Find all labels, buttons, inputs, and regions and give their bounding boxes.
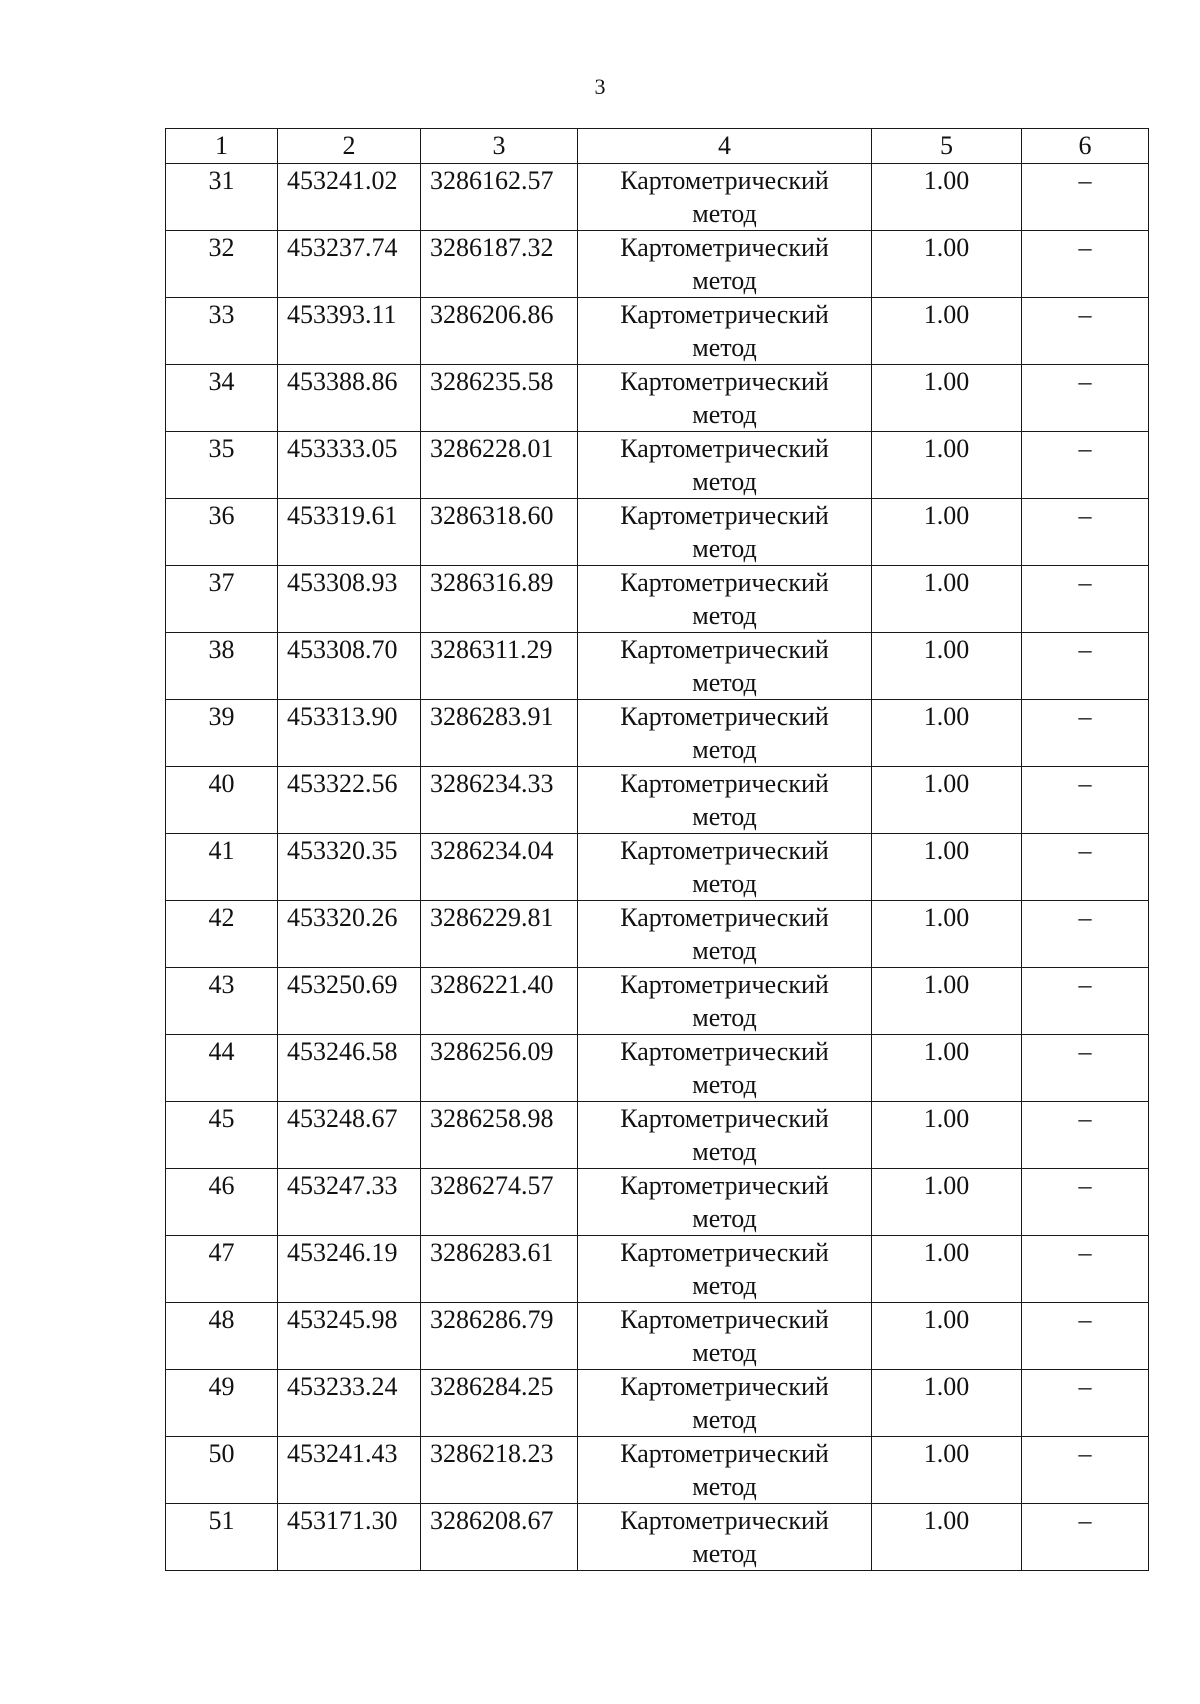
method-line-1: Картометрический: [620, 1506, 829, 1535]
note-cell: –: [1022, 231, 1149, 298]
method-line-2: метод: [692, 467, 757, 496]
y-coordinate-cell: 3286274.57: [421, 1169, 578, 1236]
method-line-2: метод: [692, 1338, 757, 1367]
x-coordinate-cell: 453245.98: [278, 1303, 421, 1370]
point-number-cell: 44: [166, 1035, 278, 1102]
accuracy-cell: 1.00: [872, 499, 1022, 566]
point-number-cell: 45: [166, 1102, 278, 1169]
method-line-2: метод: [692, 400, 757, 429]
y-coordinate-cell: 3286206.86: [421, 298, 578, 365]
accuracy-cell: 1.00: [872, 1303, 1022, 1370]
note-cell: –: [1022, 767, 1149, 834]
y-coordinate-cell: 3286218.23: [421, 1437, 578, 1504]
method-cell: [578, 1370, 872, 1437]
method-line-2: метод: [692, 601, 757, 630]
method-cell: [578, 1035, 872, 1102]
point-number-cell: 47: [166, 1236, 278, 1303]
method-cell: [578, 231, 872, 298]
note-cell: –: [1022, 633, 1149, 700]
y-coordinate-cell: 3286234.33: [421, 767, 578, 834]
header-cell-2: 2: [278, 129, 421, 164]
accuracy-cell: 1.00: [872, 1102, 1022, 1169]
method-line-1: Картометрический: [620, 1037, 829, 1066]
x-coordinate-cell: 453241.02: [278, 164, 421, 231]
y-coordinate-cell: 3286221.40: [421, 968, 578, 1035]
method-cell: [578, 834, 872, 901]
method-line-1: Картометрический: [620, 970, 829, 999]
method-line-2: метод: [692, 534, 757, 563]
x-coordinate-cell: 453308.70: [278, 633, 421, 700]
method-line-2: метод: [692, 199, 757, 228]
y-coordinate-cell: 3286187.32: [421, 231, 578, 298]
method-cell: [578, 499, 872, 566]
accuracy-cell: 1.00: [872, 365, 1022, 432]
y-coordinate-cell: 3286283.91: [421, 700, 578, 767]
y-coordinate-cell: 3286318.60: [421, 499, 578, 566]
point-number-cell: 43: [166, 968, 278, 1035]
method-cell: [578, 298, 872, 365]
method-line-1: Картометрический: [620, 769, 829, 798]
table-row: [166, 231, 1149, 298]
method-cell: [578, 1102, 872, 1169]
x-coordinate-cell: 453388.86: [278, 365, 421, 432]
table-row: [166, 1169, 1149, 1236]
note-cell: –: [1022, 365, 1149, 432]
method-line-1: Картометрический: [620, 568, 829, 597]
method-line-2: метод: [692, 1204, 757, 1233]
method-cell: [578, 1236, 872, 1303]
table-row: [166, 566, 1149, 633]
method-line-1: Картометрический: [620, 903, 829, 932]
table-row: [166, 499, 1149, 566]
table-row: [166, 834, 1149, 901]
method-line-1: Картометрический: [620, 434, 829, 463]
method-line-1: Картометрический: [620, 836, 829, 865]
method-cell: [578, 432, 872, 499]
method-cell: [578, 365, 872, 432]
method-line-1: Картометрический: [620, 1171, 829, 1200]
method-line-2: метод: [692, 1003, 757, 1032]
point-number-cell: 39: [166, 700, 278, 767]
x-coordinate-cell: 453333.05: [278, 432, 421, 499]
table-row: [166, 1303, 1149, 1370]
method-line-2: метод: [692, 1472, 757, 1501]
note-cell: –: [1022, 1035, 1149, 1102]
table-row: [166, 298, 1149, 365]
note-cell: –: [1022, 834, 1149, 901]
point-number-cell: 32: [166, 231, 278, 298]
method-line-2: метод: [692, 1271, 757, 1300]
point-number-cell: 51: [166, 1504, 278, 1571]
accuracy-cell: 1.00: [872, 968, 1022, 1035]
method-line-1: Картометрический: [620, 1305, 829, 1334]
point-number-cell: 42: [166, 901, 278, 968]
accuracy-cell: 1.00: [872, 566, 1022, 633]
header-cell-5: 5: [872, 129, 1022, 164]
y-coordinate-cell: 3286228.01: [421, 432, 578, 499]
table-row: [166, 767, 1149, 834]
method-line-1: Картометрический: [620, 1238, 829, 1267]
method-cell: [578, 1303, 872, 1370]
x-coordinate-cell: 453322.56: [278, 767, 421, 834]
method-line-1: Картометрический: [620, 300, 829, 329]
note-cell: –: [1022, 1437, 1149, 1504]
table-header-row: [166, 129, 1149, 164]
x-coordinate-cell: 453246.19: [278, 1236, 421, 1303]
point-number-cell: 36: [166, 499, 278, 566]
page-number: 3: [594, 74, 606, 99]
x-coordinate-cell: 453171.30: [278, 1504, 421, 1571]
header-cell-4: 4: [578, 129, 872, 164]
x-coordinate-cell: 453247.33: [278, 1169, 421, 1236]
point-number-cell: 38: [166, 633, 278, 700]
method-line-2: метод: [692, 936, 757, 965]
method-line-1: Картометрический: [620, 1439, 829, 1468]
x-coordinate-cell: 453246.58: [278, 1035, 421, 1102]
point-number-cell: 37: [166, 566, 278, 633]
point-number-cell: 31: [166, 164, 278, 231]
y-coordinate-cell: 3286208.67: [421, 1504, 578, 1571]
method-cell: [578, 767, 872, 834]
note-cell: –: [1022, 1169, 1149, 1236]
y-coordinate-cell: 3286283.61: [421, 1236, 578, 1303]
x-coordinate-cell: 453248.67: [278, 1102, 421, 1169]
accuracy-cell: 1.00: [872, 767, 1022, 834]
note-cell: –: [1022, 432, 1149, 499]
x-coordinate-cell: 453320.26: [278, 901, 421, 968]
method-line-2: метод: [692, 1405, 757, 1434]
x-coordinate-cell: 453241.43: [278, 1437, 421, 1504]
method-cell: [578, 901, 872, 968]
coordinates-table: [165, 128, 1149, 1571]
table-row: [166, 968, 1149, 1035]
method-cell: [578, 1437, 872, 1504]
accuracy-cell: 1.00: [872, 633, 1022, 700]
note-cell: –: [1022, 1370, 1149, 1437]
y-coordinate-cell: 3286311.29: [421, 633, 578, 700]
y-coordinate-cell: 3286284.25: [421, 1370, 578, 1437]
note-cell: –: [1022, 298, 1149, 365]
y-coordinate-cell: 3286235.58: [421, 365, 578, 432]
y-coordinate-cell: 3286258.98: [421, 1102, 578, 1169]
note-cell: –: [1022, 1504, 1149, 1571]
table-row: [166, 1437, 1149, 1504]
header-cell-3: 3: [421, 129, 578, 164]
accuracy-cell: 1.00: [872, 1370, 1022, 1437]
method-cell: [578, 164, 872, 231]
y-coordinate-cell: 3286286.79: [421, 1303, 578, 1370]
x-coordinate-cell: 453308.93: [278, 566, 421, 633]
method-line-2: метод: [692, 1137, 757, 1166]
method-line-2: метод: [692, 266, 757, 295]
x-coordinate-cell: 453393.11: [278, 298, 421, 365]
note-cell: –: [1022, 700, 1149, 767]
note-cell: –: [1022, 566, 1149, 633]
x-coordinate-cell: 453233.24: [278, 1370, 421, 1437]
method-line-2: метод: [692, 1539, 757, 1568]
method-cell: [578, 1504, 872, 1571]
table-row: [166, 1370, 1149, 1437]
method-line-1: Картометрический: [620, 1104, 829, 1133]
accuracy-cell: 1.00: [872, 298, 1022, 365]
y-coordinate-cell: 3286256.09: [421, 1035, 578, 1102]
header-cell-6: 6: [1022, 129, 1149, 164]
note-cell: –: [1022, 499, 1149, 566]
table-row: [166, 164, 1149, 231]
accuracy-cell: 1.00: [872, 700, 1022, 767]
x-coordinate-cell: 453319.61: [278, 499, 421, 566]
accuracy-cell: 1.00: [872, 1437, 1022, 1504]
method-cell: [578, 1169, 872, 1236]
method-line-2: метод: [692, 802, 757, 831]
point-number-cell: 48: [166, 1303, 278, 1370]
accuracy-cell: 1.00: [872, 1504, 1022, 1571]
y-coordinate-cell: 3286234.04: [421, 834, 578, 901]
table-row: [166, 1035, 1149, 1102]
point-number-cell: 40: [166, 767, 278, 834]
note-cell: –: [1022, 1102, 1149, 1169]
method-line-1: Картометрический: [620, 1372, 829, 1401]
table-row: [166, 633, 1149, 700]
point-number-cell: 41: [166, 834, 278, 901]
method-cell: [578, 633, 872, 700]
y-coordinate-cell: 3286229.81: [421, 901, 578, 968]
table-row: [166, 1504, 1149, 1571]
y-coordinate-cell: 3286316.89: [421, 566, 578, 633]
x-coordinate-cell: 453313.90: [278, 700, 421, 767]
method-line-1: Картометрический: [620, 367, 829, 396]
note-cell: –: [1022, 1236, 1149, 1303]
method-line-2: метод: [692, 869, 757, 898]
point-number-cell: 33: [166, 298, 278, 365]
header-cell-1: 1: [166, 129, 278, 164]
accuracy-cell: 1.00: [872, 164, 1022, 231]
note-cell: –: [1022, 901, 1149, 968]
accuracy-cell: 1.00: [872, 231, 1022, 298]
table-row: [166, 1102, 1149, 1169]
method-cell: [578, 968, 872, 1035]
accuracy-cell: 1.00: [872, 432, 1022, 499]
method-line-1: Картометрический: [620, 501, 829, 530]
point-number-cell: 50: [166, 1437, 278, 1504]
point-number-cell: 34: [166, 365, 278, 432]
method-line-2: метод: [692, 735, 757, 764]
y-coordinate-cell: 3286162.57: [421, 164, 578, 231]
method-line-1: Картометрический: [620, 635, 829, 664]
point-number-cell: 49: [166, 1370, 278, 1437]
accuracy-cell: 1.00: [872, 1169, 1022, 1236]
method-line-1: Картометрический: [620, 702, 829, 731]
table-row: [166, 700, 1149, 767]
method-line-2: метод: [692, 668, 757, 697]
method-cell: [578, 566, 872, 633]
note-cell: –: [1022, 164, 1149, 231]
method-line-1: Картометрический: [620, 166, 829, 195]
table-row: [166, 365, 1149, 432]
table-row: [166, 1236, 1149, 1303]
table-row: [166, 432, 1149, 499]
accuracy-cell: 1.00: [872, 1035, 1022, 1102]
accuracy-cell: 1.00: [872, 901, 1022, 968]
x-coordinate-cell: 453320.35: [278, 834, 421, 901]
note-cell: –: [1022, 968, 1149, 1035]
note-cell: –: [1022, 1303, 1149, 1370]
method-cell: [578, 700, 872, 767]
accuracy-cell: 1.00: [872, 1236, 1022, 1303]
method-line-2: метод: [692, 1070, 757, 1099]
point-number-cell: 35: [166, 432, 278, 499]
method-line-2: метод: [692, 333, 757, 362]
accuracy-cell: 1.00: [872, 834, 1022, 901]
x-coordinate-cell: 453250.69: [278, 968, 421, 1035]
table-row: [166, 901, 1149, 968]
point-number-cell: 46: [166, 1169, 278, 1236]
x-coordinate-cell: 453237.74: [278, 231, 421, 298]
method-line-1: Картометрический: [620, 233, 829, 262]
